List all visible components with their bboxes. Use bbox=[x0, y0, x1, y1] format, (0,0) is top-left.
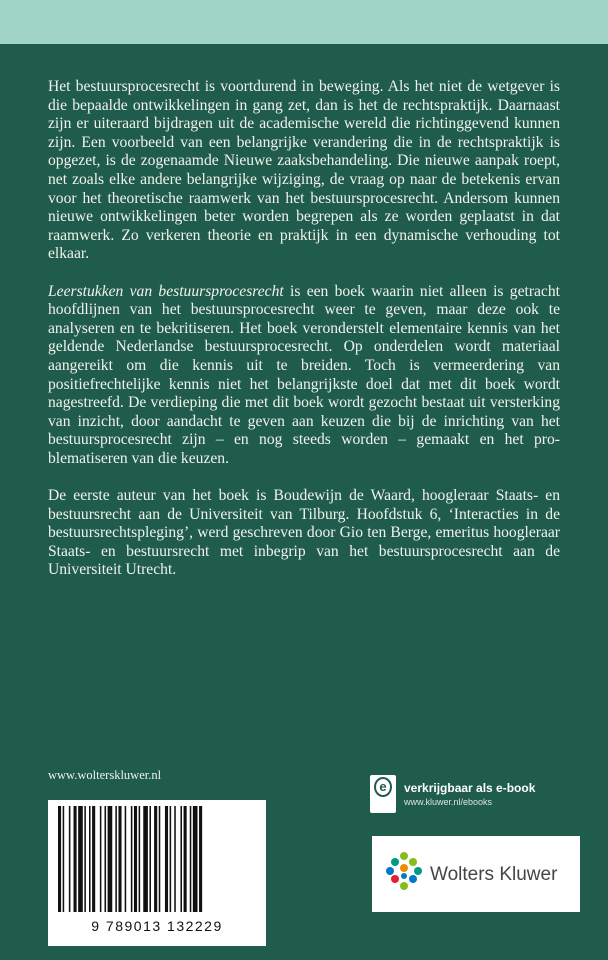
barcode-bar bbox=[165, 806, 168, 912]
barcode-bar bbox=[184, 806, 187, 912]
barcode-bar bbox=[199, 806, 202, 912]
isbn-barcode bbox=[48, 800, 266, 946]
website-url[interactable]: www.wolterskluwer.nl bbox=[48, 768, 162, 782]
paragraph-book-description bbox=[48, 283, 560, 469]
barcode-bar bbox=[174, 806, 176, 912]
barcode-bar bbox=[105, 806, 107, 912]
barcode-bar bbox=[154, 806, 157, 912]
barcode-bar bbox=[69, 806, 71, 912]
barcode-bars bbox=[54, 806, 260, 914]
ebook-badge bbox=[370, 775, 570, 815]
ebook-label: verkrijgbaar als e-book bbox=[404, 781, 536, 795]
barcode-bar bbox=[159, 806, 161, 912]
barcode-bar bbox=[84, 806, 86, 912]
e-book-icon: e bbox=[370, 775, 396, 813]
barcode-bar bbox=[170, 806, 172, 912]
barcode-bar bbox=[149, 806, 151, 912]
barcode-bar bbox=[131, 806, 133, 912]
barcode-bar bbox=[193, 806, 198, 912]
wolters-kluwer-logo-icon bbox=[384, 850, 424, 896]
barcode-bar bbox=[89, 806, 91, 912]
barcode-bar bbox=[92, 806, 95, 912]
top-color-band bbox=[0, 0, 608, 44]
barcode-bar bbox=[190, 806, 192, 912]
publisher-logo-box bbox=[372, 836, 580, 912]
barcode-bar bbox=[74, 806, 77, 912]
barcode-bar bbox=[118, 806, 121, 912]
barcode-bar bbox=[78, 806, 83, 912]
book-description-text: is een boek waarin niet alleen is getracht hoofdlijnen van het bestuursprocesrecht weer te geven, maar deze ook te analyseren en te bekritiseren. Het boek veronderstelt elementaire kennis van het geldende Nederlandse bestuursprocesrecht. Op onderdelen wordt materiaal aangereikt om die kennis uit te breiden. Toch is vermeerdering van positiefrechtelijke kennis niet het belangrijkste doel dat met dit boek wordt nagestreefd. De verdieping die met dit boek wordt gezocht bestaat uit versterking van inzicht, door aandacht te geven aan keuzen die bij de inrichting van het bestuursprocesrecht zijn – en nog steeds worden – gemaakt en het problematiseren van die keuzen. bbox=[48, 282, 560, 467]
barcode-bar bbox=[134, 806, 137, 912]
publisher-name: Wolters Kluwer bbox=[430, 864, 558, 885]
barcode-bar bbox=[100, 806, 102, 912]
barcode-bar bbox=[108, 806, 113, 912]
barcode-bar bbox=[180, 806, 182, 912]
paragraph-authors: De eerste auteur van het boek is Boudewijn de Waard, hoogleraar Staats- en bestuursrecht aan de Universiteit van Tilburg. Hoofdstuk 6, ‘Interacties in de bestuursrechtspleging’, werd geschreven door Gio ten Berge, emeritus hoogleraar Staats- en bestuursrecht met inbegrip van het bestuursprocesrecht aan de Universiteit Utrecht. bbox=[48, 487, 560, 579]
isbn-number: 9 789013 132229 bbox=[91, 918, 223, 934]
back-cover-text bbox=[48, 78, 560, 599]
barcode-bar bbox=[58, 806, 61, 912]
barcode-bar bbox=[125, 806, 127, 912]
barcode-bar bbox=[143, 806, 148, 912]
barcode-bar bbox=[139, 806, 141, 912]
barcode-bar bbox=[63, 806, 65, 912]
ebook-url[interactable]: www.kluwer.nl/ebooks bbox=[404, 797, 493, 807]
barcode-bar bbox=[115, 806, 117, 912]
book-title: Leerstukken van bestuursprocesrecht bbox=[48, 282, 284, 300]
paragraph-intro: Het bestuursprocesrecht is voortdurend in beweging. Als het niet de wetgever is die bepaalde ontwikkelingen in gang zet, dan is het de rechtspraktijk. Daarnaast zijn er uiteraard bijdragen uit de academische wereld die richtinggevend kunnen zijn. Een voorbeeld van een belangrijke verandering die in de rechtspraktijk is opgezet, is de zogenaamde Nieuwe zaaksbehandeling. Die nieuwe aanpak roept, net zoals elke andere belangrijke wijziging, de vraag op naar de betekenis ervan voor het theoretische raamwerk van het bestuursprocesrecht. Andersom kunnen nieuwe ontwikkelingen beter worden begrepen als ze worden geplaatst in dat raamwerk. Zo verkeren theorie en praktijk in een dynamische verhouding tot elkaar. bbox=[48, 78, 560, 263]
